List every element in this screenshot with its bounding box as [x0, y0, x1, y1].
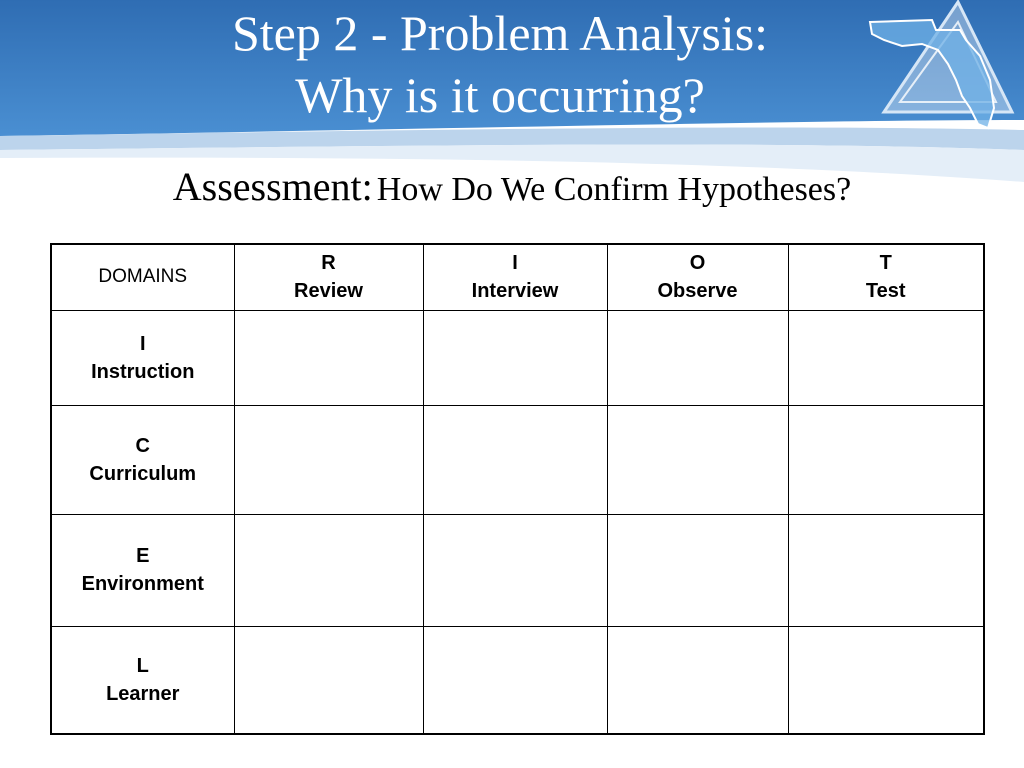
column-letter: O	[689, 252, 706, 275]
slide-subtitle	[0, 163, 1024, 210]
column-name: Interview	[471, 280, 559, 303]
column-header-review	[234, 244, 423, 310]
column-header-observe	[607, 244, 788, 310]
table-cell[interactable]	[234, 514, 423, 626]
row-name: Environment	[81, 573, 204, 595]
column-name: Observe	[657, 280, 738, 303]
table-cell[interactable]	[788, 310, 984, 405]
table-row	[51, 405, 984, 514]
riot-icel-table	[50, 243, 985, 735]
table-cell[interactable]	[423, 310, 607, 405]
row-name: Curriculum	[89, 462, 197, 485]
table-row	[51, 514, 984, 626]
column-letter: I	[512, 252, 518, 275]
column-name: Test	[865, 280, 906, 303]
slide-title	[0, 0, 1000, 126]
table-cell[interactable]	[788, 405, 984, 514]
title-line-2: Why is it occurring?	[295, 67, 705, 123]
row-name: Learner	[106, 682, 180, 705]
row-header-curriculum	[51, 405, 234, 514]
table-cell[interactable]	[607, 405, 788, 514]
column-letter: R	[321, 252, 336, 275]
column-letter: T	[879, 252, 892, 275]
table-cell[interactable]	[607, 310, 788, 405]
row-header-environment	[51, 514, 234, 626]
column-header-interview	[423, 244, 607, 310]
column-header-test	[788, 244, 984, 310]
domains-header: DOMAINS	[51, 244, 234, 310]
table-row	[51, 626, 984, 734]
table-cell[interactable]	[423, 405, 607, 514]
table-cell[interactable]	[234, 310, 423, 405]
row-letter: E	[136, 545, 150, 567]
table-cell[interactable]	[788, 626, 984, 734]
florida-triangle-logo-icon	[862, 0, 1024, 140]
table-cell[interactable]	[607, 626, 788, 734]
header-row	[51, 244, 984, 310]
row-header-learner	[51, 626, 234, 734]
subtitle-rest: How Do We Confirm Hypotheses?	[376, 171, 852, 208]
column-name: Review	[294, 280, 363, 303]
table-cell[interactable]	[788, 514, 984, 626]
row-letter: C	[135, 434, 150, 457]
table-cell[interactable]	[607, 514, 788, 626]
subtitle-lead: Assessment:	[172, 164, 373, 209]
row-name: Instruction	[91, 360, 195, 383]
table-cell[interactable]	[423, 626, 607, 734]
row-letter: I	[139, 332, 146, 355]
title-line-1: Step 2 - Problem Analysis:	[231, 5, 769, 61]
table-cell[interactable]	[423, 514, 607, 626]
row-header-instruction	[51, 310, 234, 405]
table-row	[51, 310, 984, 405]
table-cell[interactable]	[234, 626, 423, 734]
row-letter: L	[136, 654, 149, 677]
table-cell[interactable]	[234, 405, 423, 514]
